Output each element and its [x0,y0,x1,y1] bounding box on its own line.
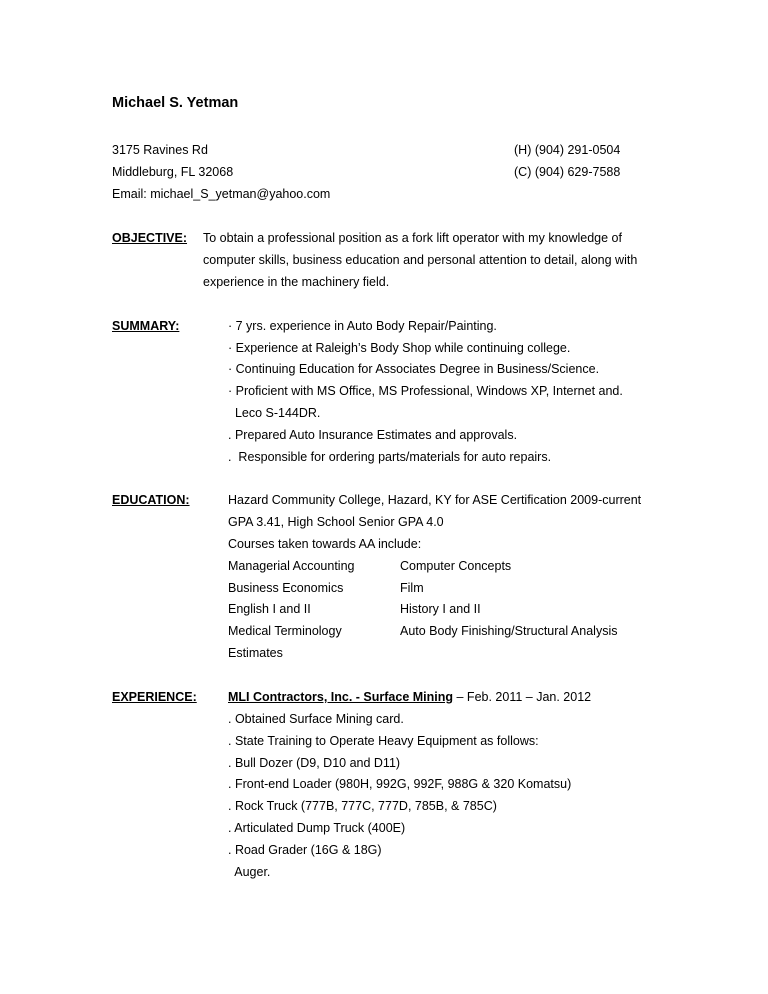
summary-line: · Proficient with MS Office, MS Professional, Windows XP, Internet and. [228,384,623,398]
employment-dates: – Feb. 2011 – Jan. 2012 [453,690,592,704]
summary-heading: SUMMARY: [112,319,180,333]
education-line: Courses taken towards AA include: [228,537,422,551]
employer-name: MLI Contractors, Inc. - Surface Mining [228,690,454,704]
course-item: Computer Concepts [400,559,512,573]
objective-line: experience in the machinery field. [203,275,390,289]
course-item: English I and II [228,602,311,616]
objective-heading: OBJECTIVE: [112,231,188,245]
experience-line: . Road Grader (16G & 18G) [228,843,382,857]
experience-line: . Articulated Dump Truck (400E) [228,821,406,835]
course-item: History I and II [400,602,481,616]
course-item: Medical Terminology [228,624,342,638]
experience-job-title [228,689,591,705]
experience-line: . Obtained Surface Mining card. [228,712,404,726]
objective-line: computer skills, business education and personal attention to detail, along with [203,253,638,267]
course-item: Auto Body Finishing/Structural Analysis [400,624,618,638]
address-line-2: Middleburg, FL 32068 [112,165,234,179]
summary-line: . Responsible for ordering parts/materials for auto repairs. [228,450,552,464]
summary-line: · 7 yrs. experience in Auto Body Repair/Painting. [228,319,497,333]
email-line: Email: michael_S_yetman@yahoo.com [112,187,331,201]
experience-line: . State Training to Operate Heavy Equipment as follows: [228,734,539,748]
experience-line: . Rock Truck (777B, 777C, 777D, 785B, & 785C) [228,799,497,813]
summary-line: · Continuing Education for Associates Degree in Business/Science. [228,362,600,376]
summary-line: Leco S-144DR. [228,406,321,420]
address-line-1: 3175 Ravines Rd [112,143,208,157]
education-heading: EDUCATION: [112,493,190,507]
summary-line: . Prepared Auto Insurance Estimates and approvals. [228,428,518,442]
summary-line: · Experience at Raleigh’s Body Shop while continuing college. [228,341,571,355]
experience-line: Auger. [228,865,271,879]
course-item: Estimates [228,646,283,660]
objective-line: To obtain a professional position as a fork lift operator with my knowledge of [203,231,622,245]
education-line: GPA 3.41, High School Senior GPA 4.0 [228,515,444,529]
home-phone: (H) (904) 291-0504 [514,143,621,157]
experience-heading: EXPERIENCE: [112,690,197,704]
course-item: Business Economics [228,581,344,595]
education-line: Hazard Community College, Hazard, KY for ASE Certification 2009-current [228,493,642,507]
cell-phone: (C) (904) 629-7588 [514,165,621,179]
experience-line: . Front-end Loader (980H, 992G, 992F, 988G & 320 Komatsu) [228,777,572,791]
experience-line: . Bull Dozer (D9, D10 and D11) [228,756,401,770]
course-item: Managerial Accounting [228,559,355,573]
course-item: Film [400,581,424,595]
applicant-name: Michael S. Yetman [112,95,239,111]
